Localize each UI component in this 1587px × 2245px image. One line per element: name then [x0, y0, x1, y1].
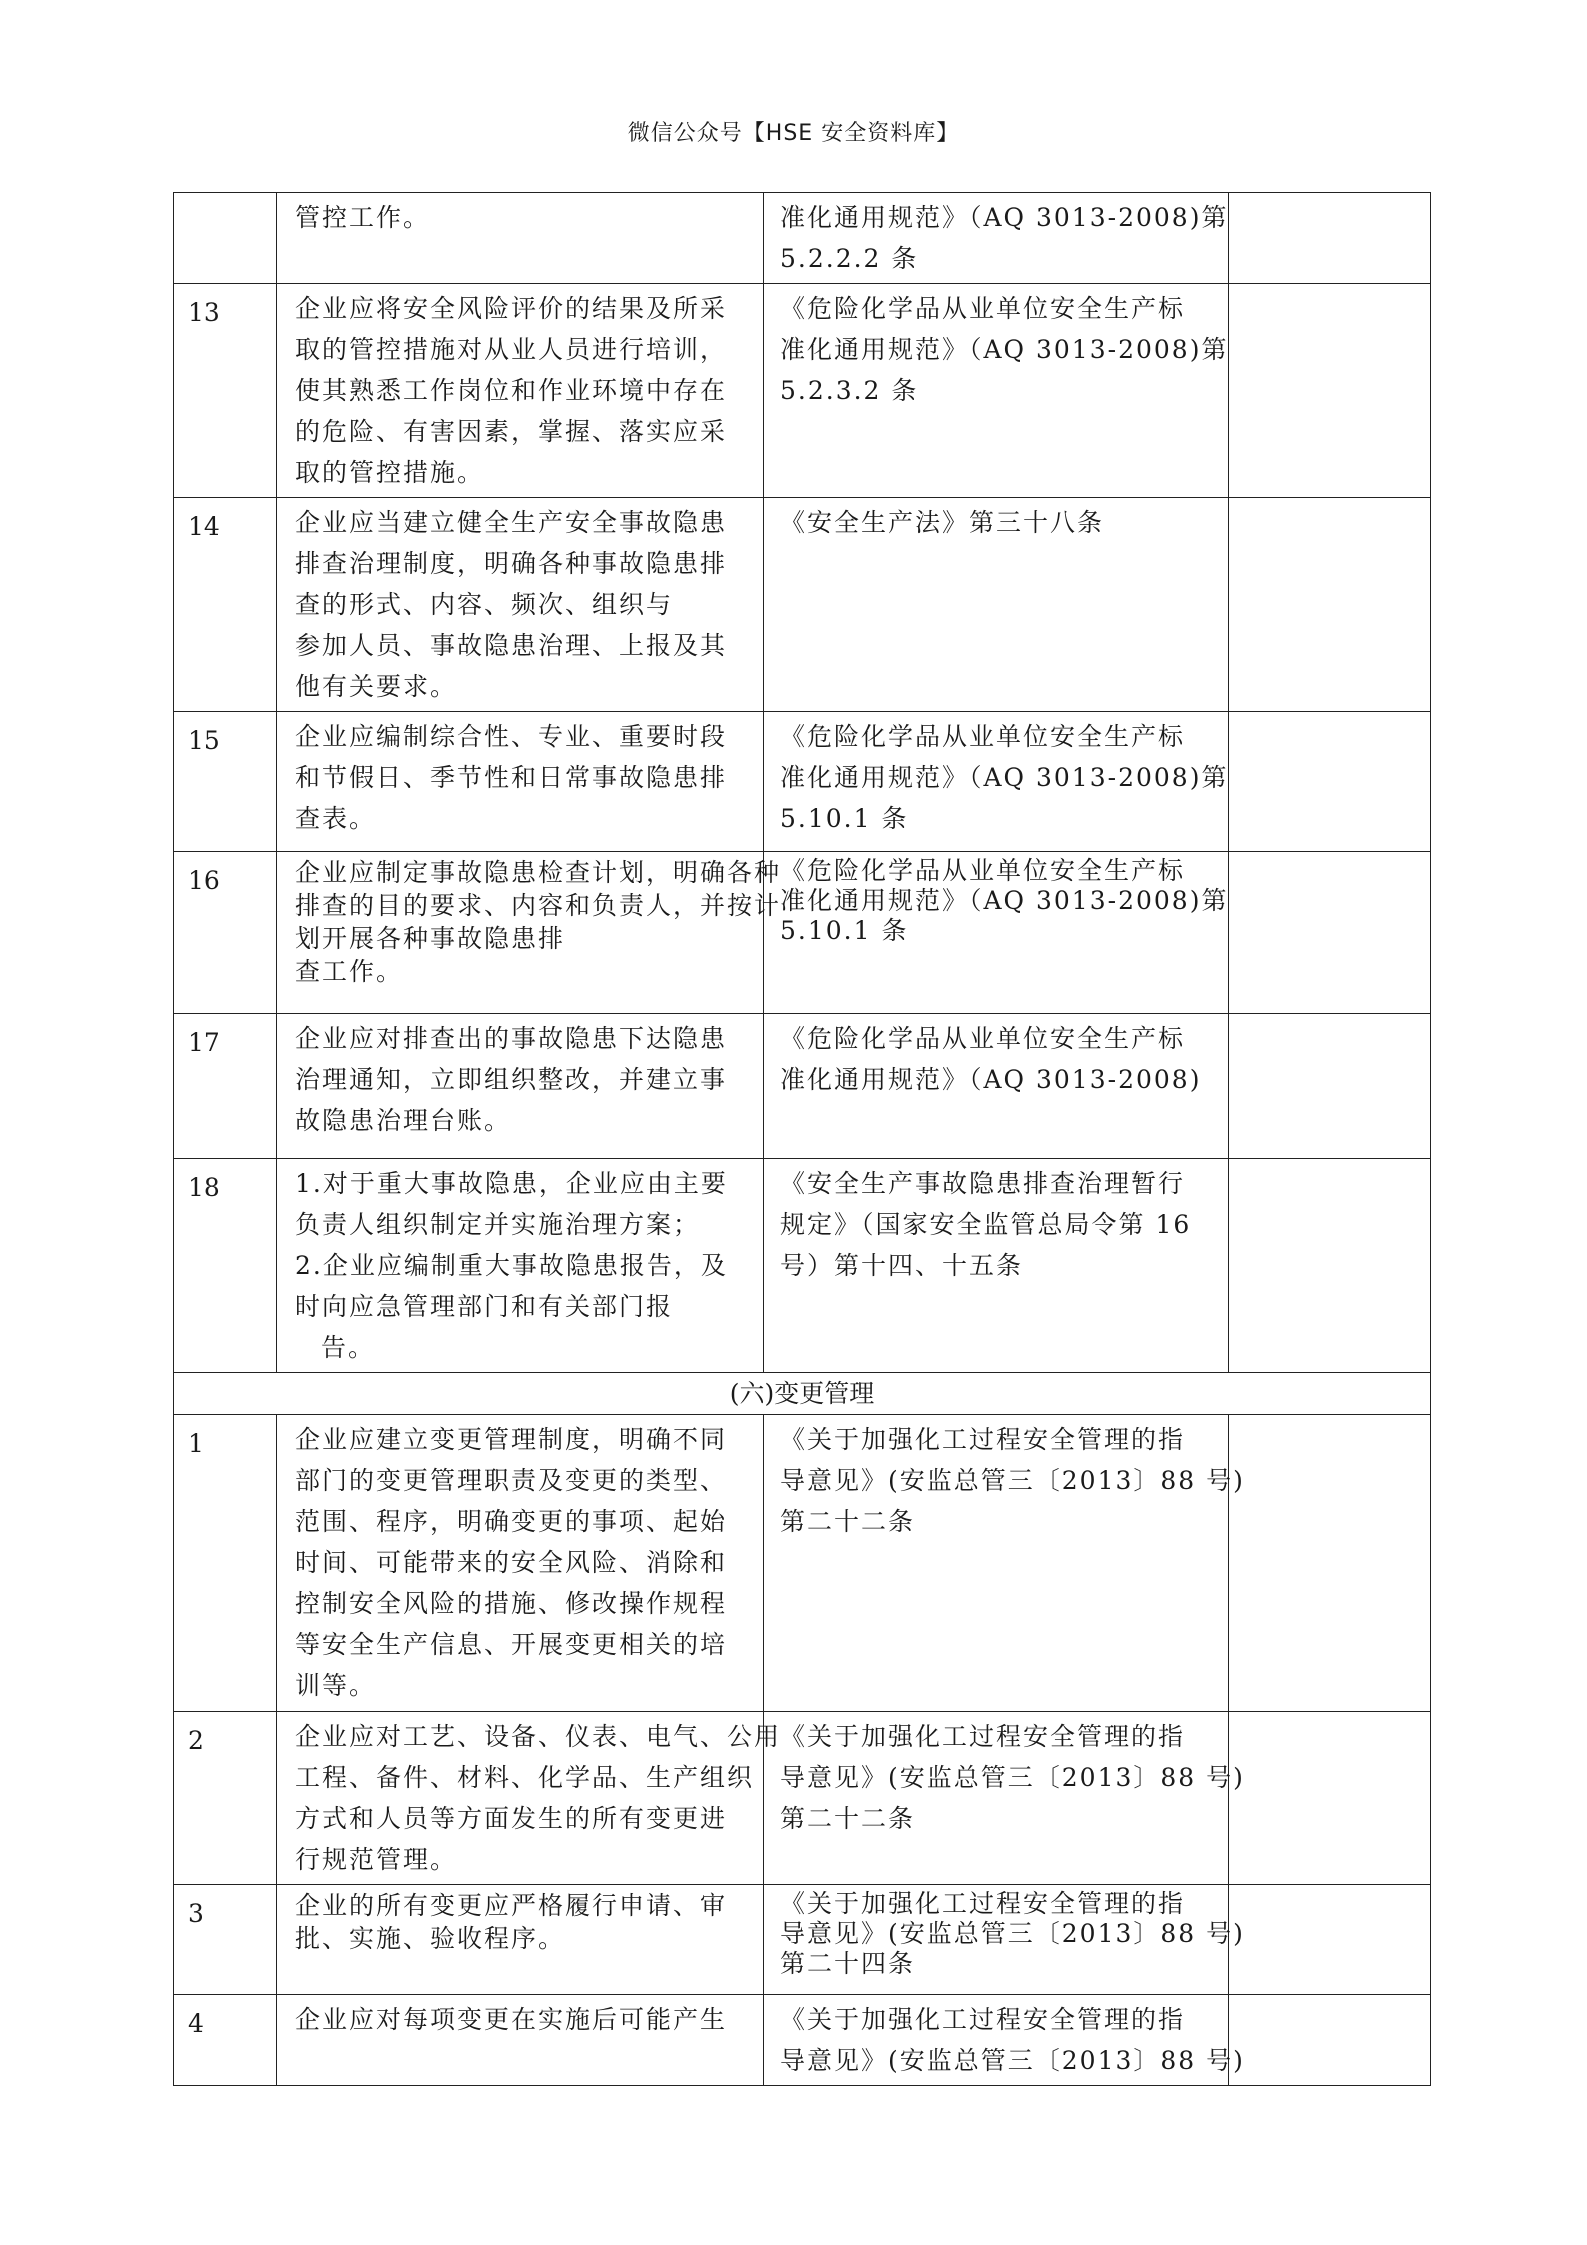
remarks-cell [1229, 712, 1431, 852]
req-line: 行规范管理。 [295, 1845, 458, 1874]
remarks-cell [1229, 193, 1431, 284]
req-line: 企业应对每项变更在实施后可能产生 [295, 2005, 728, 2034]
ref-line: 5.2.3.2 条 [780, 376, 919, 405]
req-line: 查工作。 [295, 957, 404, 986]
req-line: 查的形式、内容、频次、组织与 [295, 590, 674, 619]
ref-line: 《危险化学品从业单位安全生产标 [780, 722, 1186, 751]
ref-line: 号）第十四、十五条 [780, 1251, 1024, 1280]
requirement-cell [277, 1712, 782, 1885]
req-line: 他有关要求。 [295, 672, 458, 701]
remarks-cell [1229, 1995, 1431, 2086]
requirement-cell [277, 284, 764, 498]
req-line: 时向应急管理部门和有关部门报 [295, 1292, 674, 1321]
remarks-cell [1229, 284, 1431, 498]
req-line: 治理通知，立即组织整改，并建立事 [295, 1065, 728, 1094]
req-line: 管控工作。 [295, 203, 431, 232]
req-line: 企业应将安全风险评价的结果及所采 [295, 294, 728, 323]
ref-line: 《关于加强化工过程安全管理的指 [780, 1889, 1186, 1918]
remarks-cell [1229, 1014, 1431, 1159]
table-row [174, 193, 1431, 284]
row-number: 16 [174, 852, 277, 1014]
ref-line: 准化通用规范》（AQ 3013-2008)第 [780, 763, 1229, 792]
req-line: 时间、可能带来的安全风险、消除和 [295, 1548, 728, 1577]
ref-line: 5.10.1 条 [780, 804, 909, 833]
req-line: 企业应对工艺、设备、仪表、电气、公用 [295, 1722, 782, 1751]
req-line: 等安全生产信息、开展变更相关的培 [295, 1630, 728, 1659]
ref-line: 第二十二条 [780, 1507, 916, 1536]
req-line: 企业应制定事故隐患检查计划，明确各种 [295, 858, 782, 887]
row-number: 17 [174, 1014, 277, 1159]
req-line: 2.企业应编制重大事故隐患报告，及 [295, 1251, 728, 1280]
ref-line: 第二十四条 [780, 1949, 916, 1978]
reference-cell [764, 1415, 1245, 1712]
reference-cell [764, 852, 1229, 1014]
req-line: 使其熟悉工作岗位和作业环境中存在 [295, 376, 728, 405]
req-line: 查表。 [295, 804, 377, 833]
ref-line: 准化通用规范》（AQ 3013-2008)第 [780, 886, 1229, 915]
table-row [174, 1712, 1431, 1885]
table-row [174, 712, 1431, 852]
ref-line: 第二十二条 [780, 1804, 916, 1833]
table-row [174, 284, 1431, 498]
req-line: 和节假日、季节性和日常事故隐患排 [295, 763, 728, 792]
req-line: 1.对于重大事故隐患，企业应由主要 [295, 1169, 728, 1198]
requirement-cell [277, 712, 764, 852]
section-row [174, 1373, 1431, 1415]
row-number: 2 [174, 1712, 277, 1885]
row-number [174, 193, 277, 284]
row-number: 4 [174, 1995, 277, 2086]
req-line: 的危险、有害因素，掌握、落实应采 [295, 417, 728, 446]
req-line: 企业的所有变更应严格履行申请、审 [295, 1891, 728, 1920]
ref-line: 《关于加强化工过程安全管理的指 [780, 1425, 1186, 1454]
ref-line: 《安全生产法》第三十八条 [780, 508, 1105, 537]
ref-line: 准化通用规范》（AQ 3013-2008)第 [780, 203, 1229, 232]
reference-cell [764, 498, 1229, 712]
ref-line: 《危险化学品从业单位安全生产标 [780, 856, 1186, 885]
ref-line: 5.10.1 条 [780, 916, 909, 945]
ref-line: 《安全生产事故隐患排查治理暂行 [780, 1169, 1186, 1198]
requirement-cell [277, 1885, 764, 1995]
req-line: 企业应当建立健全生产安全事故隐患 [295, 508, 728, 537]
req-line: 批、实施、验收程序。 [295, 1924, 566, 1953]
req-line: 企业应对排查出的事故隐患下达隐患 [295, 1024, 728, 1053]
reference-cell [764, 1159, 1229, 1373]
req-line: 排查的目的要求、内容和负责人，并按计 [295, 891, 782, 920]
reference-cell [764, 193, 1229, 284]
req-line: 负责人组织制定并实施治理方案； [295, 1210, 701, 1239]
table-row [174, 498, 1431, 712]
ref-line: 准化通用规范》（AQ 3013-2008)第 [780, 335, 1229, 364]
req-line: 部门的变更管理职责及变更的类型、 [295, 1466, 728, 1495]
req-line: 方式和人员等方面发生的所有变更进 [295, 1804, 728, 1833]
ref-line: 导意见》(安监总管三〔2013〕88 号) [780, 1763, 1245, 1792]
req-line: 企业应建立变更管理制度，明确不同 [295, 1425, 728, 1454]
req-line: 排查治理制度，明确各种事故隐患排 [295, 549, 728, 578]
row-number: 3 [174, 1885, 277, 1995]
requirement-cell [277, 1415, 764, 1712]
req-line: 告。 [321, 1333, 376, 1362]
remarks-cell [1229, 1415, 1431, 1712]
reference-cell [764, 284, 1229, 498]
ref-line: 《危险化学品从业单位安全生产标 [780, 1024, 1186, 1053]
req-line: 取的管控措施对从业人员进行培训， [295, 335, 728, 364]
remarks-cell [1229, 1159, 1431, 1373]
remarks-cell [1229, 1712, 1431, 1885]
remarks-cell [1229, 852, 1431, 1014]
req-line: 控制安全风险的措施、修改操作规程 [295, 1589, 728, 1618]
req-line: 企业应编制综合性、专业、重要时段 [295, 722, 728, 751]
table-row [174, 1995, 1431, 2086]
table-row [174, 1415, 1431, 1712]
ref-line: 导意见》(安监总管三〔2013〕88 号) [780, 1919, 1245, 1948]
table-row [174, 1014, 1431, 1159]
requirement-cell [277, 193, 764, 284]
reference-cell [764, 1014, 1229, 1159]
ref-line: 准化通用规范》（AQ 3013-2008) [780, 1065, 1202, 1094]
ref-line: 导意见》(安监总管三〔2013〕88 号) [780, 2046, 1245, 2075]
req-line: 参加人员、事故隐患治理、上报及其 [295, 631, 728, 660]
requirement-cell [277, 498, 764, 712]
ref-line: 导意见》(安监总管三〔2013〕88 号) [780, 1466, 1245, 1495]
reference-cell [764, 1885, 1245, 1995]
row-number: 18 [174, 1159, 277, 1373]
requirement-cell [277, 1159, 764, 1373]
row-number: 13 [174, 284, 277, 498]
req-line: 工程、备件、材料、化学品、生产组织 [295, 1763, 755, 1792]
table-row [174, 852, 1431, 1014]
reference-cell [764, 1995, 1245, 2086]
table-row [174, 1159, 1431, 1373]
requirement-cell [277, 1995, 764, 2086]
checklist-table [173, 192, 1431, 2086]
reference-cell [764, 712, 1229, 852]
ref-line: 5.2.2.2 条 [780, 244, 919, 273]
req-line: 划开展各种事故隐患排 [295, 924, 566, 953]
ref-line: 《关于加强化工过程安全管理的指 [780, 2005, 1186, 2034]
row-number: 14 [174, 498, 277, 712]
ref-line: 《关于加强化工过程安全管理的指 [780, 1722, 1186, 1751]
section-title: (六)变更管理 [174, 1373, 1431, 1415]
req-line: 故隐患治理台账。 [295, 1106, 512, 1135]
table-row [174, 1885, 1431, 1995]
req-line: 训等。 [295, 1671, 377, 1700]
requirement-cell [277, 1014, 764, 1159]
row-number: 1 [174, 1415, 277, 1712]
page-header: 微信公众号【HSE 安全资料库】 [627, 121, 960, 146]
ref-line: 《危险化学品从业单位安全生产标 [780, 294, 1186, 323]
req-line: 范围、程序，明确变更的事项、起始 [295, 1507, 728, 1536]
req-line: 取的管控措施。 [295, 458, 485, 487]
ref-line: 规定》（国家安全监管总局令第 16 [780, 1210, 1192, 1239]
reference-cell [764, 1712, 1245, 1885]
remarks-cell [1229, 1885, 1431, 1995]
remarks-cell [1229, 498, 1431, 712]
requirement-cell [277, 852, 782, 1014]
row-number: 15 [174, 712, 277, 852]
